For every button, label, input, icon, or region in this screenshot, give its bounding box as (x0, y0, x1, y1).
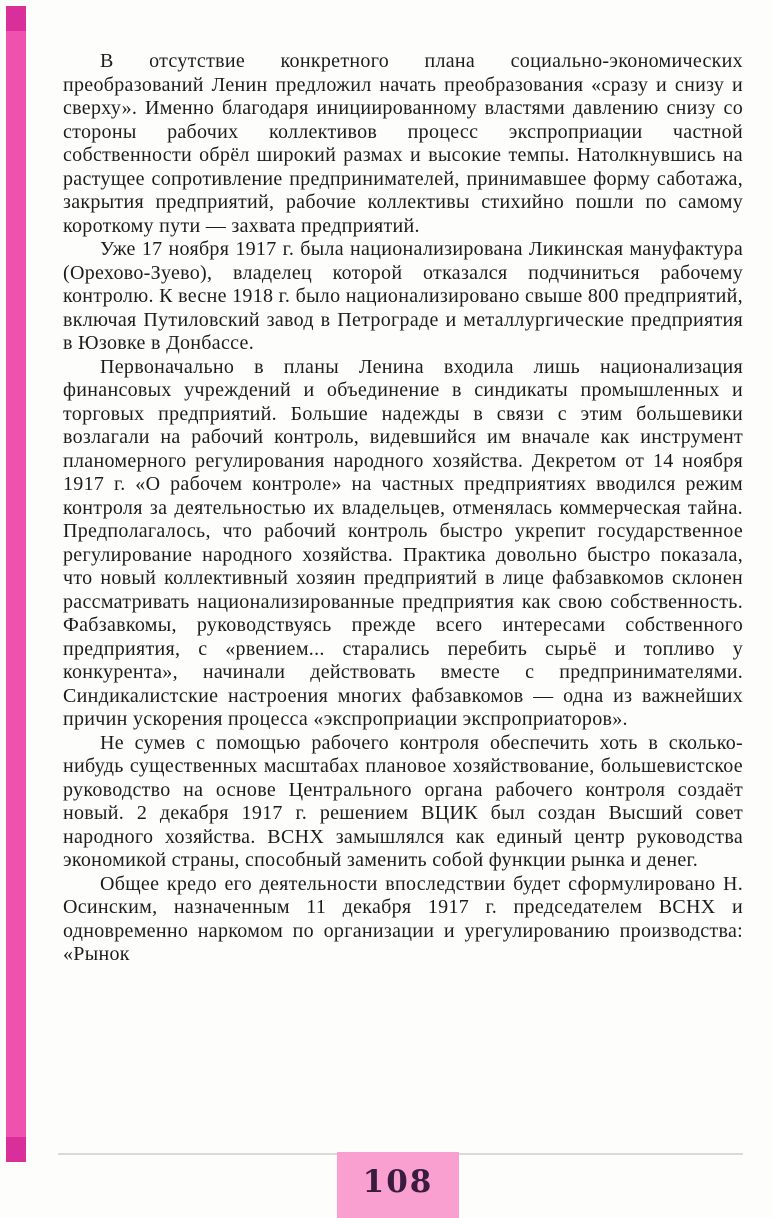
page-number: 108 (362, 1164, 434, 1200)
margin-bar-bottom-cap (6, 1137, 26, 1162)
paragraph-5: Общее кредо его деятельности впоследствии будет сформулировано Н. Осинским, назначенным 11 декабря 1917 г. председателем ВСНХ и одновременно наркомом по организации и урегулированию производства: «Рынок (63, 872, 743, 965)
paragraph-4: Не сумев с помощью рабочего контроля обеспечить хоть в сколько-нибудь существенных масштабах плановое хозяйствование, большевистское руководство на основе Центрального органа рабочего контроля создаёт новый. 2 декабря 1917 г. решением ВЦИК был создан Высший совет народного хозяйства. ВСНХ замышлялся как единый центр руководства экономикой страны, способный заменить собой функции рынка и денег. (63, 731, 743, 871)
paragraph-1: В отсутствие конкретного плана социально-экономических преобразований Ленин предложил начать преобразования «сразу и снизу и сверху». Именно благодаря инициированному властями давлению снизу со стороны рабочих коллективов процесс экспроприации частной собственности обрёл широкий размах и высокие темпы. Натолкнувшись на растущее сопротивление предпринимателей, принимавшее форму саботажа, закрытия предприятий, рабочие коллективы стихийно пошли по самому короткому пути — захвата предприятий. (63, 50, 743, 237)
page-text (63, 50, 743, 967)
paragraph-3: Первоначально в планы Ленина входила лишь национализация финансовых учреждений и объединение в синдикаты промышленных и торговых предприятий. Большие надежды в связи с этим большевики возлагали на рабочий контроль, видевшийся им вначале как инструмент планомерного регулирования народного хозяйства. Декретом от 14 ноября 1917 г. «О рабочем контроле» на частных предприятиях вводился режим контроля за деятельностью их владельцев, отменялась коммерческая тайна. Предполагалось, что рабочий контроль быстро укрепит государственное регулирование народного хозяйства. Практика довольно быстро показала, что новый коллективный хозяин предприятий в лице фабзавкомов склонен рассматривать национализированные предприятия как свою собственность. Фабзавкомы, руководствуясь прежде всего интересами собственного предприятия, с «рвением... старались перебить сырьё и топливо у конкурента», начинали действовать вместе с предпринимателями. Синдикалистские настроения многих фабзавкомов — одна из важнейших причин ускорения процесса «экспроприации экспроприаторов». (63, 355, 743, 730)
page-number-badge (337, 1152, 459, 1218)
margin-accent-bar (6, 6, 26, 1162)
margin-bar-top-cap (6, 6, 26, 31)
paragraph-2: Уже 17 ноября 1917 г. была национализирована Ликинская мануфактура (Орехово-Зуево), владелец которой отказался подчиниться рабочему контролю. К весне 1918 г. было национализировано свыше 800 предприятий, включая Путиловский завод в Петрограде и металлургические предприятия в Юзовке в Донбассе. (63, 238, 743, 354)
